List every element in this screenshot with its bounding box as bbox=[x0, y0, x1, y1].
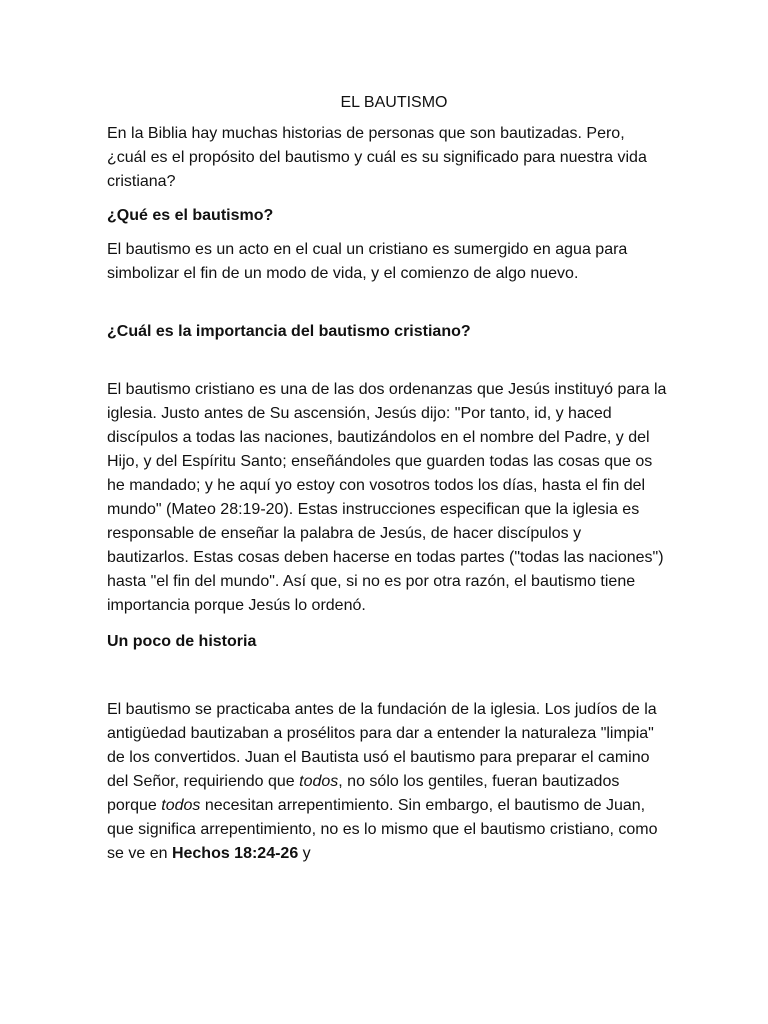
historia-text-4: y bbox=[298, 845, 311, 862]
section-heading-historia: Un poco de historia bbox=[107, 633, 257, 650]
bible-reference: Hechos 18:24-26 bbox=[171, 845, 299, 862]
emphasis-todos-1: todos bbox=[299, 773, 339, 790]
section-heading-que-es: ¿Qué es el bautismo? bbox=[107, 207, 274, 224]
historia-text-3: necesitan arrepentimiento. Sin embargo, el bautismo de Juan, que significa arrepentimiento, no es lo mismo que el bautismo cristiano, como se ve en bbox=[107, 797, 658, 862]
document-page bbox=[107, 92, 667, 866]
historia-text-2: , no sólo los gentiles, fueran bautizados porque bbox=[107, 773, 620, 814]
emphasis-todos-2: todos bbox=[161, 797, 201, 814]
section-paragraph-historia bbox=[107, 698, 667, 866]
historia-text-1: El bautismo se practicaba antes de la fundación de la iglesia. Los judíos de la antigüedad bautizaban a prosélitos para dar a entender la naturaleza "limpia" de los convertidos. Juan el Bautista usó el bautismo para preparar el camino del Señor, requiriendo que bbox=[107, 701, 657, 790]
section-paragraph-importancia: El bautismo cristiano es una de las dos ordenanzas que Jesús instituyó para la iglesia. Justo antes de Su ascensión, Jesús dijo: "Por tanto, id, y haced discípulos a todas las naciones, bautizándolos en el nombre del Padre, y del Hijo, y del Espíritu Santo; enseñándoles que guarden todas las cosas que os he mandado; y he aquí yo estoy con vosotros todos los días, hasta el fin del mundo" (Mateo 28:19-20). Estas instrucciones especifican que la iglesia es responsable de enseñar la palabra de Jesús, de hacer discípulos y bautizarlos. Estas cosas deben hacerse en todas partes ("todas las naciones") hasta "el fin del mundo". Así que, si no es por otra razón, el bautismo tiene importancia porque Jesús lo ordenó. bbox=[107, 381, 667, 614]
section-paragraph-que-es: El bautismo es un acto en el cual un cristiano es sumergido en agua para simbolizar el fin de un modo de vida, y el comienzo de algo nuevo. bbox=[107, 241, 628, 282]
document-title: EL BAUTISMO bbox=[340, 94, 448, 111]
intro-paragraph: En la Biblia hay muchas historias de personas que son bautizadas. Pero, ¿cuál es el propósito del bautismo y cuál es su significado para nuestra vida cristiana? bbox=[107, 125, 647, 190]
section-heading-importancia: ¿Cuál es la importancia del bautismo cristiano? bbox=[107, 323, 471, 340]
